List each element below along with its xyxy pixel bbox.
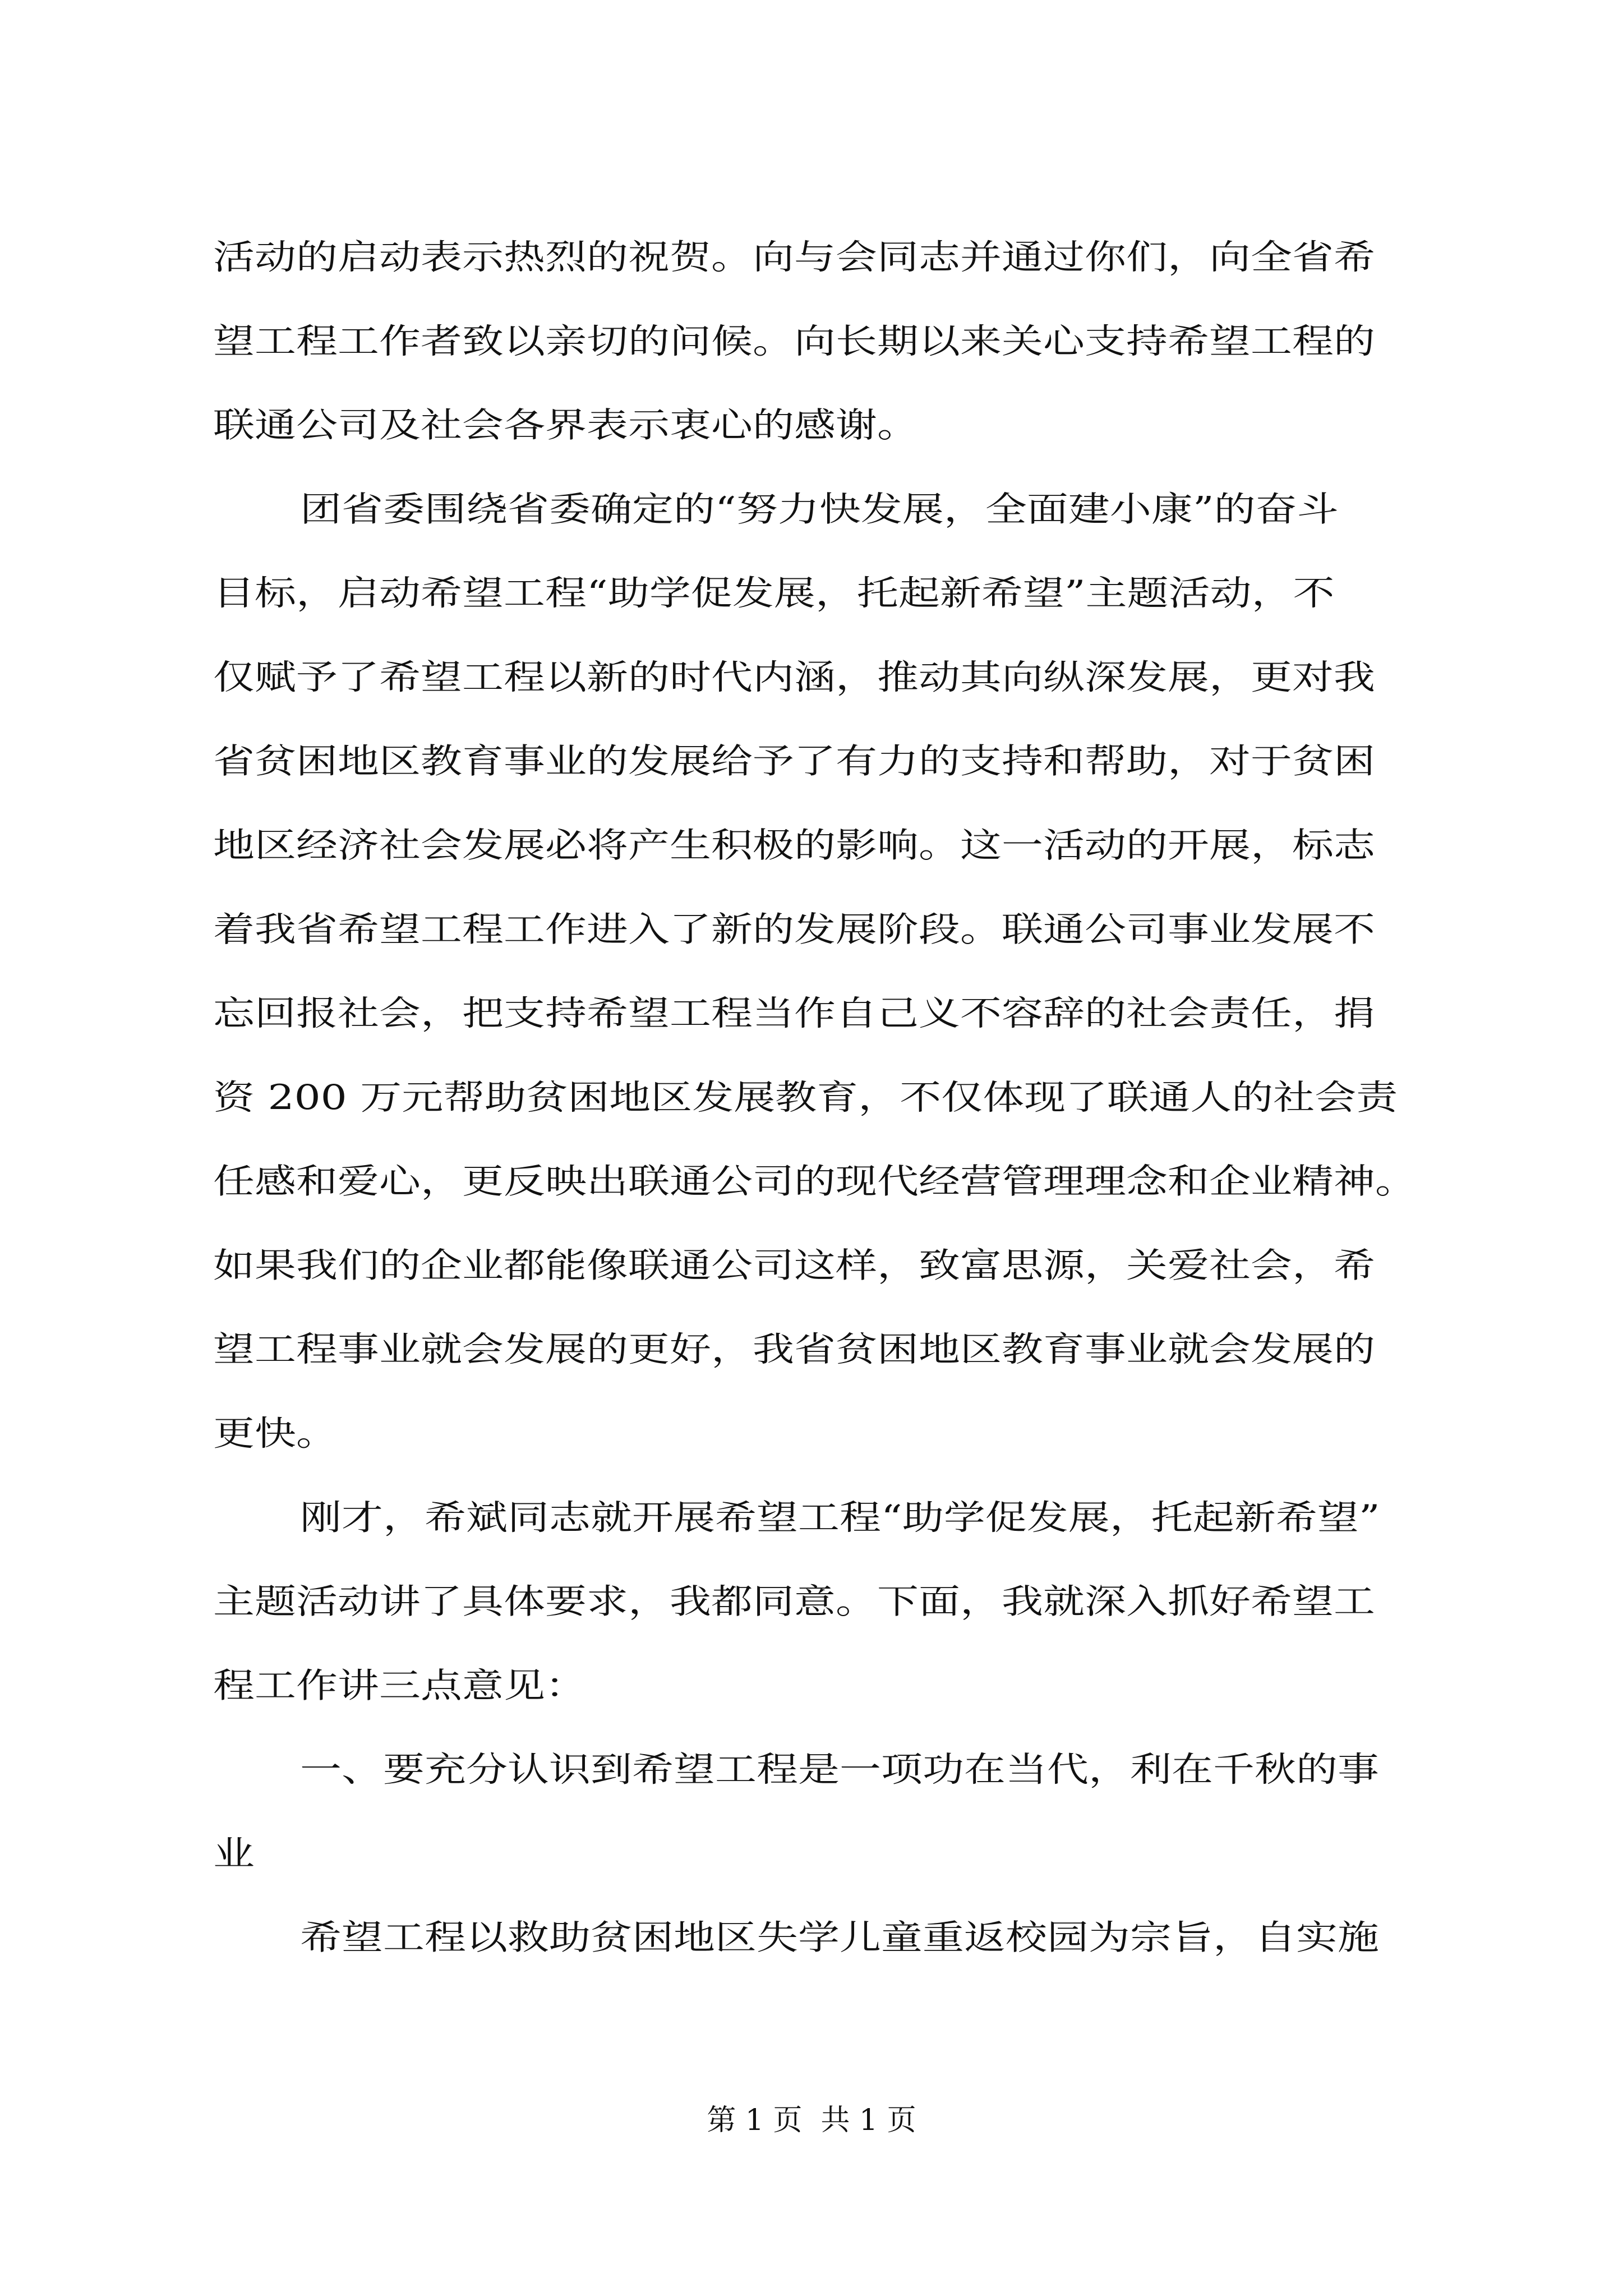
text-line-content: 主题活动讲了具体要求，我都同意。下面，我就深入抓好希望工 [213, 1581, 1375, 1622]
text-line-content: 仅赋予了希望工程以新的时代内涵，推动其向纵深发展，更对我 [213, 657, 1375, 697]
text-line [0, 1573, 1623, 1630]
text-line-content: 团省委围绕省委确定的“努力快发展，全面建小康”的奋斗 [300, 489, 1339, 530]
text-line-content: 地区经济社会发展必将产生积极的影响。这一活动的开展，标志 [213, 825, 1375, 866]
text-line-content: 程工作讲三点意见： [213, 1665, 587, 1706]
text-line [0, 901, 1623, 958]
text-line [0, 1489, 1623, 1546]
text-line [0, 733, 1623, 790]
text-line-content: 联通公司及社会各界表示衷心的感谢。 [213, 405, 919, 445]
text-line-content: 如果我们的企业都能像联通公司这样，致富思源，关爱社会，希 [213, 1245, 1375, 1286]
text-line-content: 忘回报社会，把支持希望工程当作自己义不容辞的社会责任，捐 [213, 993, 1375, 1033]
section-heading-line [0, 1741, 1623, 1798]
text-line [0, 1909, 1623, 1966]
text-line [0, 1321, 1623, 1378]
text-line [0, 648, 1623, 706]
text-line [0, 228, 1623, 286]
text-line [0, 565, 1623, 622]
text-line-content: 着我省希望工程工作进入了新的发展阶段。联通公司事业发展不 [213, 909, 1375, 950]
text-line-content: 刚才，希斌同志就开展希望工程“助学促发展，托起新希望” [300, 1497, 1380, 1538]
text-line [0, 1657, 1623, 1714]
text-line-content: 资 200 万元帮助贫困地区发展教育，不仅体现了联通人的社会责 [213, 1077, 1398, 1117]
text-line-content: 望工程事业就会发展的更好，我省贫困地区教育事业就会发展的 [213, 1329, 1375, 1370]
text-line [0, 1825, 1623, 1882]
text-line-content: 更快。 [213, 1414, 338, 1453]
text-line-content: 望工程工作者致以亲切的问候。向长期以来关心支持希望工程的 [213, 321, 1375, 361]
text-line [0, 1237, 1623, 1294]
text-line [0, 481, 1623, 538]
page-footer [0, 2098, 1623, 2143]
text-line [0, 312, 1623, 370]
text-line [0, 1069, 1623, 1126]
text-line-content: 活动的启动表示热烈的祝贺。向与会同志并通过你们，向全省希 [213, 237, 1375, 277]
text-line-content: 目标，启动希望工程“助学促发展，托起新希望”主题活动，不 [213, 573, 1335, 613]
text-line [0, 1405, 1623, 1462]
text-line-content: 业 [213, 1833, 255, 1874]
text-line-content: 任感和爱心，更反映出联通公司的现代经营管理理念和企业精神。 [213, 1161, 1417, 1202]
page-number-text: 第 1 页 共 1 页 [707, 2104, 916, 2137]
text-line-content: 省贫困地区教育事业的发展给予了有力的支持和帮助，对于贫困 [213, 741, 1375, 781]
text-line [0, 984, 1623, 1042]
text-line [0, 1153, 1623, 1210]
section-heading-text: 一、要充分认识到希望工程是一项功在当代，利在千秋的事 [300, 1750, 1379, 1789]
text-line [0, 397, 1623, 454]
text-line [0, 817, 1623, 874]
text-line-content: 希望工程以救助贫困地区失学儿童重返校园为宗旨，自实施 [300, 1917, 1379, 1958]
